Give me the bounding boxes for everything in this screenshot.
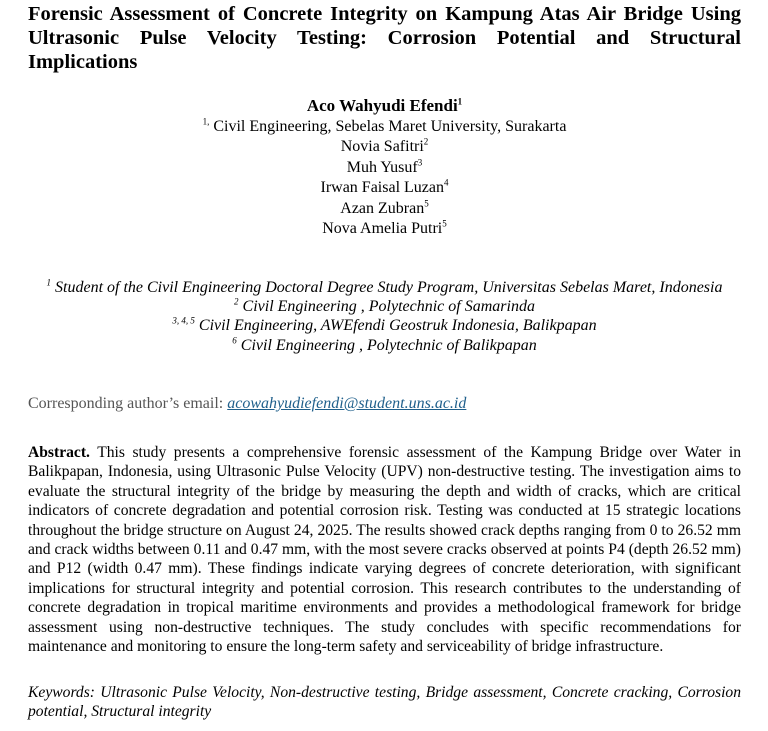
affiliation-sup: 3, 4, 5 [172, 316, 195, 327]
author-line [28, 219, 741, 240]
author-name: Novia Safitri [340, 138, 424, 155]
lead-affiliation [28, 117, 741, 138]
affiliation-text: Student of the Civil Engineering Doctoral Degree Study Program, Universitas Sebelas Maret, Indonesia [55, 279, 723, 296]
affiliation-line [28, 336, 741, 355]
author-name: Azan Zubran [340, 199, 425, 217]
author-line [28, 158, 741, 179]
affiliation-line [28, 278, 741, 297]
abstract [28, 443, 741, 656]
affiliation-sup: 2 [234, 296, 239, 307]
abstract-text: This study presents a comprehensive forensic assessment of the Kampung Bridge over Water in Balikpapan, Indonesia, using Ultrasonic Pulse Velocity (UPV) non-destructive testing. The investigation aims to evaluate the structural integrity of the bridge by measuring the depth and width of cracks, which are critical indicators of concrete degradation and potential corrosion risk. Testing was conducted at 15 strategic locations throughout the bridge structure on August 24, 2025. The results showed crack depths ranging from 0 to 26.52 mm and crack widths between 0.11 and 0.47 mm, with the most severe cracks observed at points P4 (depth 26.52 mm) and P12 (width 0.47 mm). These findings indicate varying degrees of concrete deterioration, with significant implications for structural integrity and potential corrosion. This research contributes to the understanding of concrete degradation in tropical maritime environments and provides a methodological framework for bridge assessment using non-destructive techniques. The study concludes with specific recommendations for maintenance and monitoring to ensure the long-term safety and serviceability of bridge infrastructure. [28, 444, 742, 656]
author-sup: 1 [457, 96, 463, 107]
affiliation-line [28, 316, 741, 335]
affiliation-text: Civil Engineering, AWEfendi Geostruk Indonesia, Balikpapan [198, 317, 597, 335]
keywords: Keywords: Ultrasonic Pulse Velocity, Non-destructive testing, Bridge assessment, Concrete cracking, Corrosion potential, Structural integrity [28, 684, 741, 721]
corresponding-author [28, 395, 741, 413]
author-name: Muh Yusuf [346, 158, 418, 176]
author-line [28, 199, 741, 220]
affiliation-text: Civil Engineering , Polytechnic of Balikpapan [240, 336, 537, 354]
author-sup: 5 [442, 218, 447, 229]
affiliation-line [28, 297, 741, 316]
corresponding-label: Corresponding author’s email: [28, 395, 224, 412]
author-sup: 2 [423, 136, 429, 147]
affiliation-text: Civil Engineering , Polytechnic of Samarinda [242, 298, 535, 316]
affiliation-sup: 1, [202, 116, 210, 127]
author-sup: 3 [417, 157, 423, 168]
author-name: Aco Wahyudi Efendi [306, 96, 458, 115]
author-name: Nova Amelia Putri [322, 220, 443, 237]
email-link[interactable]: acowahyudiefendi@student.uns.ac.id [227, 395, 467, 412]
author-line-lead [28, 96, 741, 117]
abstract-label: Abstract. [28, 444, 90, 461]
affiliation-sup: 1 [46, 277, 52, 288]
author-name: Irwan Faisal Luzan [320, 179, 444, 196]
author-line [28, 137, 741, 158]
author-block [28, 96, 741, 240]
affiliation-block [28, 278, 741, 355]
author-sup: 4 [444, 177, 449, 188]
affiliation-sup: 6 [232, 335, 237, 346]
author-line [28, 178, 741, 199]
author-sup: 5 [424, 198, 429, 209]
paper-title: Forensic Assessment of Concrete Integrity on Kampung Atas Air Bridge Using Ultrasonic Pulse Velocity Testing: Corrosion Potential and Structural Implications [28, 3, 741, 73]
affiliation-text: Civil Engineering, Sebelas Maret University, Surakarta [213, 117, 567, 135]
